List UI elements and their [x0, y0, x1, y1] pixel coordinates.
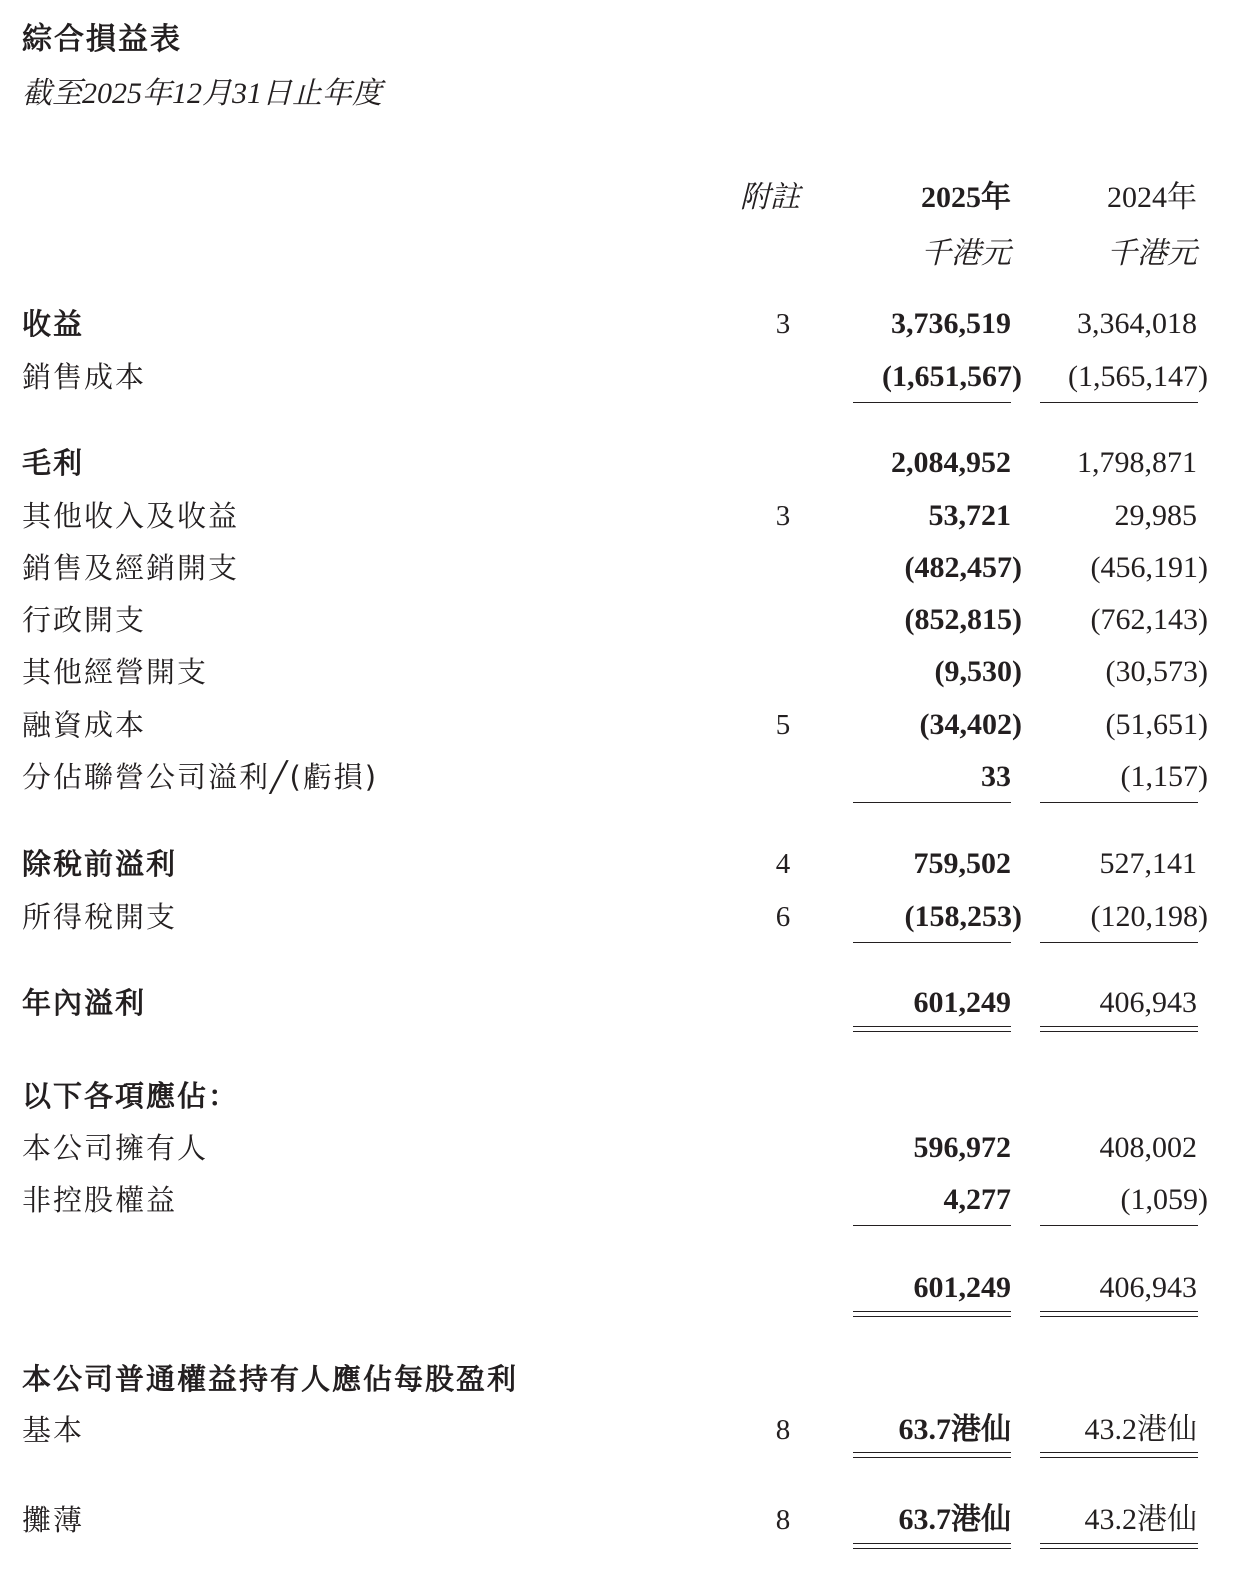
row-profit-for-year [0, 983, 1245, 1023]
row-non-controlling [0, 1180, 1245, 1220]
value-2025: (852,815) [904, 603, 1022, 636]
header-note: 附註 [740, 181, 800, 214]
row-note: 8 [775, 1414, 791, 1446]
row-label: 年內溢利 [22, 986, 147, 1020]
statement-period: 截至2025年12月31日止年度 [22, 77, 382, 110]
row-share-of-associates [0, 757, 1245, 797]
row-cost-of-sales [0, 357, 1245, 397]
value-2025: 596,972 [913, 1131, 1011, 1164]
total-double-rule [1040, 1311, 1198, 1317]
value-2025: 601,249 [913, 986, 1011, 1019]
value-2024: (120,198) [1090, 900, 1208, 933]
row-note: 3 [775, 500, 791, 532]
row-eps-heading [0, 1359, 1245, 1399]
row-label: 毛利 [22, 446, 85, 480]
value-2024: 43.2港仙 [1084, 1413, 1197, 1446]
value-2025: (482,457) [904, 551, 1022, 584]
value-2025: (1,651,567) [882, 360, 1022, 393]
row-label: 銷售成本 [22, 360, 147, 394]
subtotal-rule [853, 942, 1011, 943]
value-2025: (158,253) [904, 900, 1022, 933]
value-2025: 4,277 [943, 1183, 1011, 1216]
value-2025: 33 [981, 760, 1011, 793]
row-profit-before-tax [0, 844, 1245, 884]
header-unit-2024: 千港元 [1107, 237, 1197, 270]
value-2024: 43.2港仙 [1084, 1503, 1197, 1536]
subtotal-rule [1040, 402, 1198, 403]
header-year-2024: 2024年 [1107, 181, 1197, 214]
value-2025: 53,721 [928, 499, 1011, 532]
value-2025: 601,249 [913, 1271, 1011, 1304]
header-year-2025: 2025年 [921, 181, 1011, 214]
total-double-rule [853, 1543, 1011, 1549]
row-label: 收益 [22, 307, 85, 341]
row-label: 攤薄 [22, 1503, 85, 1537]
value-2024: 406,943 [1099, 1271, 1197, 1304]
value-2024: (1,157) [1120, 760, 1208, 793]
row-other-operating-expenses [0, 652, 1245, 692]
row-eps-diluted [0, 1500, 1245, 1540]
subtotal-rule [1040, 942, 1198, 943]
value-2024: 408,002 [1099, 1131, 1197, 1164]
row-note: 3 [775, 308, 791, 340]
total-double-rule [853, 1311, 1011, 1317]
value-2024: 29,985 [1114, 499, 1197, 532]
row-note: 5 [775, 709, 791, 741]
row-label: 基本 [22, 1413, 85, 1447]
row-finance-costs [0, 705, 1245, 745]
row-gross-profit [0, 443, 1245, 483]
row-label: 所得稅開支 [22, 900, 178, 934]
subtotal-rule [853, 1225, 1011, 1226]
value-2024: (1,565,147) [1068, 360, 1208, 393]
value-2025: 759,502 [913, 847, 1011, 880]
row-label: 本公司擁有人 [22, 1131, 209, 1165]
row-admin-expenses [0, 600, 1245, 640]
row-label: 非控股權益 [22, 1183, 178, 1217]
value-2024: 3,364,018 [1077, 307, 1197, 340]
row-label: 銷售及經銷開支 [22, 551, 240, 585]
statement-title: 綜合損益表 [22, 22, 182, 57]
row-eps-basic [0, 1410, 1245, 1450]
row-note: 6 [775, 901, 791, 933]
row-note: 4 [775, 848, 791, 880]
value-2025: (34,402) [919, 708, 1022, 741]
row-label: 分佔聯營公司溢利╱(虧損) [22, 760, 379, 794]
header-unit-2025: 千港元 [921, 237, 1011, 270]
value-2025: 63.7港仙 [898, 1413, 1011, 1446]
row-income-tax [0, 897, 1245, 937]
subtotal-rule [853, 402, 1011, 403]
row-owners [0, 1128, 1245, 1168]
row-note: 8 [775, 1504, 791, 1536]
total-double-rule [853, 1452, 1011, 1458]
value-2024: (1,059) [1120, 1183, 1208, 1216]
value-2024: 406,943 [1099, 986, 1197, 1019]
value-2025: 2,084,952 [891, 446, 1011, 479]
row-attributable-total [0, 1268, 1245, 1308]
value-2024: (30,573) [1105, 655, 1208, 688]
value-2025: 3,736,519 [891, 307, 1011, 340]
total-double-rule [1040, 1543, 1198, 1549]
row-label: 本公司普通權益持有人應佔每股盈利 [22, 1362, 519, 1396]
row-label: 除稅前溢利 [22, 847, 178, 881]
value-2024: 527,141 [1099, 847, 1197, 880]
row-label: 其他經營開支 [22, 655, 209, 689]
value-2025: (9,530) [934, 655, 1022, 688]
row-label: 融資成本 [22, 708, 147, 742]
total-double-rule [1040, 1026, 1198, 1032]
row-attributable-heading [0, 1076, 1245, 1116]
value-2024: (51,651) [1105, 708, 1208, 741]
value-2025: 63.7港仙 [898, 1503, 1011, 1536]
total-double-rule [1040, 1452, 1198, 1458]
row-label: 以下各項應佔： [22, 1079, 240, 1113]
row-selling-expenses [0, 548, 1245, 588]
subtotal-rule [1040, 802, 1198, 803]
row-label: 行政開支 [22, 603, 147, 637]
value-2024: (762,143) [1090, 603, 1208, 636]
row-other-income [0, 496, 1245, 536]
row-label: 其他收入及收益 [22, 499, 240, 533]
total-double-rule [853, 1026, 1011, 1032]
subtotal-rule [1040, 1225, 1198, 1226]
value-2024: 1,798,871 [1077, 446, 1197, 479]
subtotal-rule [853, 802, 1011, 803]
value-2024: (456,191) [1090, 551, 1208, 584]
row-revenue [0, 304, 1245, 344]
